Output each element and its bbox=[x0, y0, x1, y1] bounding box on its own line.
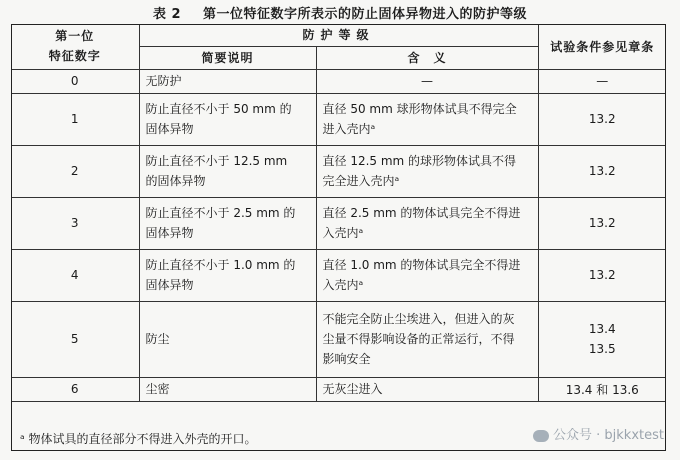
table-title bbox=[0, 3, 680, 22]
cell-brief: 无防护 bbox=[139, 69, 316, 93]
cell-digit: 1 bbox=[11, 93, 139, 145]
cell-reference: 13.4 和 13.6 bbox=[538, 377, 666, 401]
cell-brief: 防止直径不小于 12.5 mm 的固体异物 bbox=[139, 145, 316, 197]
cell-reference: 13.2 bbox=[538, 93, 666, 145]
header-test-reference: 试验条件参见章条 bbox=[538, 24, 666, 69]
cell-brief: 防止直径不小于 2.5 mm 的 固体异物 bbox=[139, 197, 316, 249]
cell-reference: 13.2 bbox=[538, 197, 666, 249]
cell-meaning: 直径 50 mm 球形物体试具不得完全 进入壳内ᵃ bbox=[316, 93, 538, 145]
cell-digit: 5 bbox=[11, 301, 139, 377]
cell-digit: 2 bbox=[11, 145, 139, 197]
cell-reference: — bbox=[538, 69, 666, 93]
cell-brief: 防止直径不小于 1.0 mm 的 固体异物 bbox=[139, 249, 316, 301]
watermark bbox=[533, 424, 664, 443]
cell-digit: 4 bbox=[11, 249, 139, 301]
cell-meaning: 直径 1.0 mm 的物体试具完全不得进 入壳内ᵃ bbox=[316, 249, 538, 301]
cell-brief: 防止直径不小于 50 mm 的 固体异物 bbox=[139, 93, 316, 145]
cell-brief: 防尘 bbox=[139, 301, 316, 377]
header-first-digit: 第一位 特征数字 bbox=[11, 24, 139, 69]
cell-meaning: 不能完全防止尘埃进入，但进入的灰 尘量不得影响设备的正常运行，不得 影响安全 bbox=[316, 301, 538, 377]
cell-digit: 6 bbox=[11, 377, 139, 401]
cell-reference: 13.2 bbox=[538, 145, 666, 197]
wechat-icon bbox=[533, 430, 549, 442]
table-caption: 第一位特征数字所表示的防止固体异物进入的防护等级 bbox=[203, 7, 528, 22]
cell-reference: 13.4 13.5 bbox=[538, 301, 666, 377]
table-number: 表 2 bbox=[152, 7, 182, 22]
watermark-text: 公众号 · bjkkxtest bbox=[553, 428, 664, 443]
cell-meaning: 直径 12.5 mm 的球形物体试具不得 完全进入壳内ᵃ bbox=[316, 145, 538, 197]
cell-meaning: 直径 2.5 mm 的物体试具完全不得进 入壳内ᵃ bbox=[316, 197, 538, 249]
cell-digit: 3 bbox=[11, 197, 139, 249]
header-meaning: 含 义 bbox=[316, 46, 538, 69]
table-footnote: ᵃ 物体试具的直径部分不得进入外壳的开口。 bbox=[20, 432, 257, 446]
cell-brief: 尘密 bbox=[139, 377, 316, 401]
header-protection-level: 防护等级 bbox=[139, 24, 538, 46]
table-outer-border bbox=[11, 24, 666, 451]
cell-reference: 13.2 bbox=[538, 249, 666, 301]
cell-digit: 0 bbox=[11, 69, 139, 93]
cell-meaning: — bbox=[316, 69, 538, 93]
cell-meaning: 无灰尘进入 bbox=[316, 377, 538, 401]
header-brief: 简要说明 bbox=[139, 46, 316, 69]
